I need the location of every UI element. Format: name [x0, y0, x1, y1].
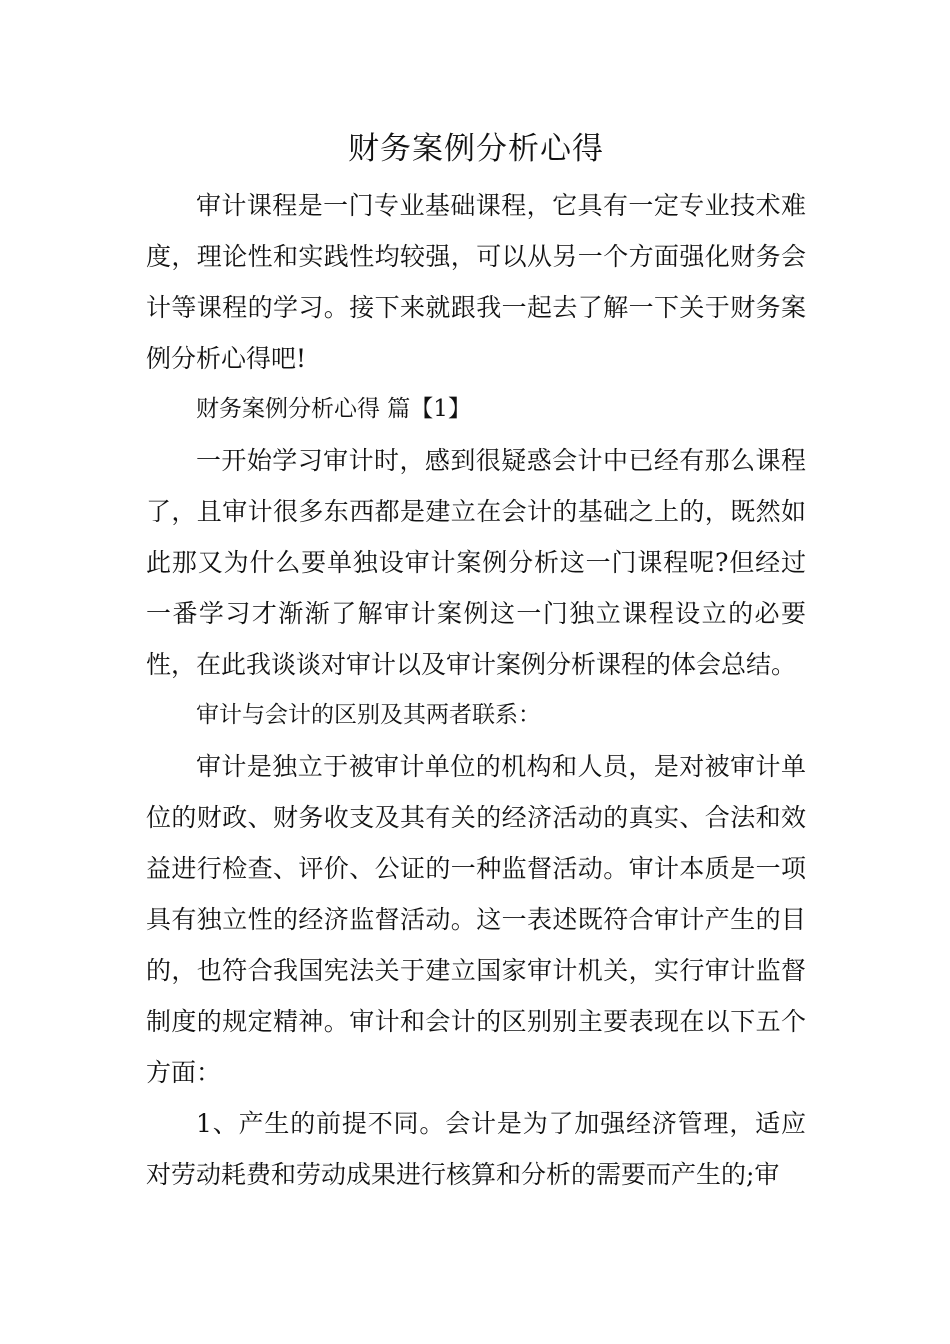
section-heading-1: 财务案例分析心得 篇【1】: [196, 396, 471, 422]
body-paragraph-2: 审计是独立于被审计单位的机构和人员，是对被审计单位的财政、财务收支及其有关的经济活动的真实、合法和效益进行检查、评价、公证的一种监督活动。审计本质是一项具有独立性的经济监督活动。这一表述既符合审计产生的目的，也符合我国宪法关于建立国家审计机关，实行审计监督制度的规定精神。审计和会计的区别别主要表现在以下五个方面：: [146, 752, 806, 1087]
document-title: 财务案例分析心得: [348, 131, 604, 167]
document-page: [146, 118, 806, 1200]
body-paragraph-1: 一开始学习审计时，感到很疑惑会计中已经有那么课程了，且审计很多东西都是建立在会计的基础之上的，既然如此那又为什么要单独设审计案例分析这一门课程呢?但经过一番学习才渐渐了解审计案例这一门独立课程设立的必要性，在此我谈谈对审计以及审计案例分析课程的体会总结。: [146, 446, 806, 679]
intro-paragraph: 审计课程是一门专业基础课程，它具有一定专业技术难度，理论性和实践性均较强，可以从另一个方面强化财务会计等课程的学习。接下来就跟我一起去了解一下关于财务案例分析心得吧!: [146, 191, 806, 373]
body-paragraph-3: 1、产生的前提不同。会计是为了加强经济管理，适应对劳动耗费和劳动成果进行核算和分析的需要而产生的;审: [146, 1109, 806, 1189]
subsection-heading: 审计与会计的区别及其两者联系：: [196, 702, 541, 728]
